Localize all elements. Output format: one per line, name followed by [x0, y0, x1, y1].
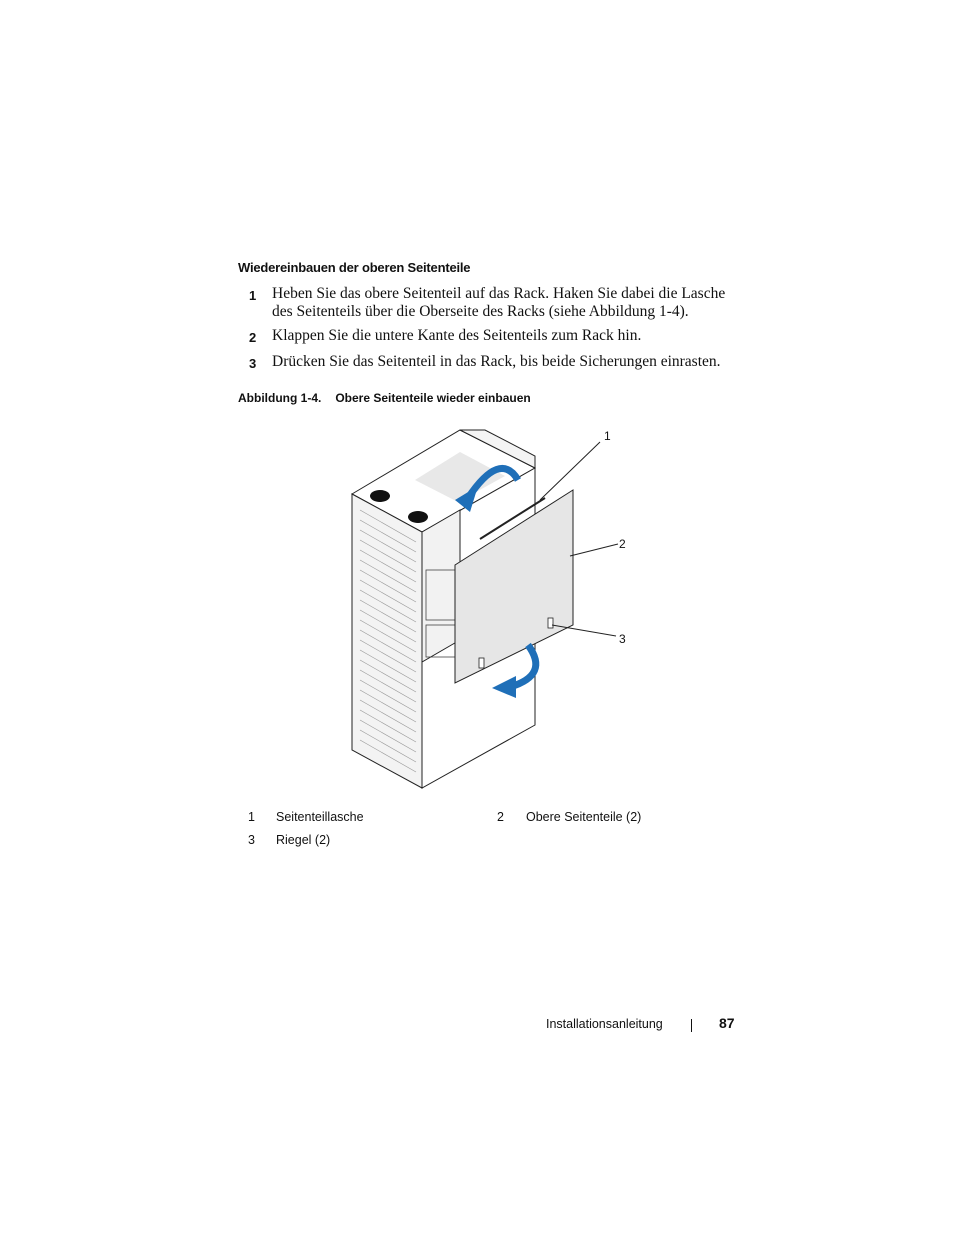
figure-title: Obere Seitenteile wieder einbauen [335, 391, 531, 405]
rack-side-frame [422, 510, 460, 662]
callout-3: 3 [619, 632, 626, 646]
step-text: Heben Sie das obere Seitenteil auf das Rack. Haken Sie dabei die Lasche des Seitenteils über die Oberseite des Racks (siehe Abbildung 1-4). [272, 285, 726, 320]
rack-illustration [330, 420, 640, 800]
legend-item: 2 Obere Seitenteile (2) [497, 810, 642, 824]
panel-latch [479, 658, 484, 668]
rack-top-cable-hole [408, 511, 428, 523]
step-number: 3 [249, 356, 257, 371]
section-title: Wiedereinbauen der oberen Seitenteile [238, 260, 471, 275]
step-text: Klappen Sie die untere Kante des Seitenteils zum Rack hin. [272, 327, 642, 344]
step-number: 1 [249, 288, 257, 303]
panel-latch [548, 618, 553, 628]
step-text: Drücken Sie das Seitenteil in das Rack, bis beide Sicherungen einrasten. [272, 353, 721, 370]
figure-label: Abbildung 1-4. [238, 391, 322, 405]
step-number: 2 [249, 330, 257, 345]
callout-line [540, 442, 600, 500]
page-number: 87 [719, 1015, 735, 1031]
legend-item: 3 Riegel (2) [248, 833, 331, 847]
rack-top-cable-hole [370, 490, 390, 502]
footer-separator [691, 1019, 692, 1032]
figure-caption [238, 391, 531, 405]
rack-front-door [352, 494, 422, 788]
legend-item: 1 Seitenteillasche [248, 810, 364, 824]
callout-line [570, 544, 618, 556]
callout-2: 2 [619, 537, 626, 551]
footer-label: Installationsanleitung [546, 1017, 663, 1031]
callout-1: 1 [604, 429, 611, 443]
